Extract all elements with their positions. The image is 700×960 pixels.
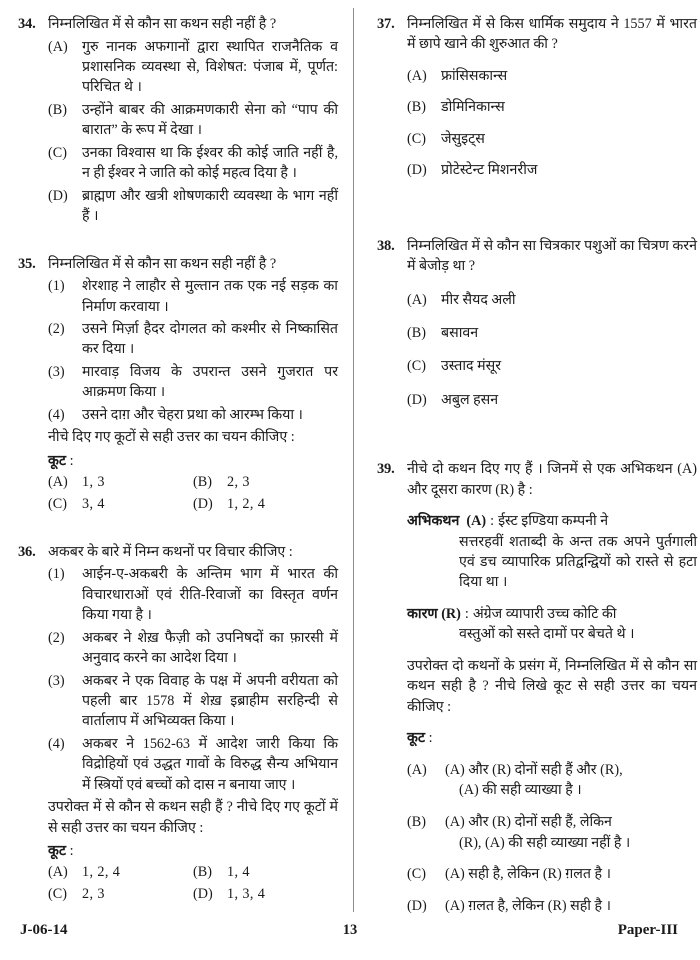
option-34-b-text: उन्होंने बाबर की आक्रमणकारी सेना को “पाप की बारात” के रूप में देखा । <box>82 101 338 139</box>
statement-35-4 <box>48 405 338 425</box>
code-36-c[interactable] <box>48 885 193 905</box>
statement-35-2-text: उसने मिर्ज़ा हैदर दोगलत को कश्मीर से निष्कासित कर दिया । <box>82 320 338 358</box>
assertion-key-tag: (A) <box>466 513 487 530</box>
option-39-b-body <box>445 812 697 853</box>
option-37-b[interactable] <box>407 97 697 117</box>
question-34-options <box>48 37 338 227</box>
option-39-c[interactable] <box>407 864 697 885</box>
option-34-b-label: (B) <box>48 101 67 118</box>
statement-36-1-text: आईन-ए-अकबरी के अन्तिम भाग में भारत की विचारधाराओं एवं रीति-रिवाजों का विस्तृत वर्णन किया गया है । <box>82 566 338 624</box>
footer-page-number: 13 <box>342 922 358 938</box>
reason-rest: वस्तुओं को सस्ते दामों पर बेचते थे । <box>459 626 635 643</box>
question-35-stem: निम्नलिखित में से कौन सा कथन सही नहीं है ? <box>48 255 277 272</box>
code-35-d[interactable] <box>193 495 265 515</box>
question-35-code-row-2 <box>48 495 338 515</box>
reason-key-word: कारण <box>407 605 438 622</box>
option-37-d-text: प्रोटेस्टेन्ट मिशनरीज <box>441 162 538 179</box>
code-35-b-label: (B) <box>193 474 212 491</box>
question-36-code-word: कूट <box>48 843 67 860</box>
option-38-d-label: (D) <box>407 391 427 408</box>
code-36-a-label: (A) <box>48 864 68 881</box>
option-39-a-label: (A) <box>407 761 427 778</box>
statement-35-3-text: मारवाड़ विजय के उपरान्त उसने गुजरात पर आक्रमण किया । <box>82 363 338 401</box>
statement-36-2 <box>48 628 338 669</box>
code-35-d-value: 1, 2, 4 <box>227 495 266 512</box>
code-36-a-value: 1, 2, 4 <box>82 864 121 881</box>
assertion-line1: ईस्ट इण्डिया कम्पनी ने <box>498 513 609 530</box>
code-35-c[interactable] <box>48 495 193 515</box>
option-39-d-label: (D) <box>407 898 427 915</box>
option-38-b-text: बसावन <box>441 324 479 341</box>
option-39-d-body <box>445 896 697 917</box>
question-39-code-heading <box>407 728 697 748</box>
option-38-b-label: (B) <box>407 324 426 341</box>
statement-36-2-label: (2) <box>48 629 65 646</box>
question-39-assertion-line <box>407 511 697 531</box>
question-38-header <box>377 236 697 277</box>
column-divider <box>353 8 354 912</box>
question-36-stem: अकबर के बारे में निम्न कथनों पर विचार कीजिए : <box>48 543 293 560</box>
question-35-instruction: नीचे दिए गए कूटों से सही उत्तर का चयन कीजिए : <box>48 429 295 446</box>
option-37-c[interactable] <box>407 129 697 149</box>
option-34-d-label: (D) <box>48 187 68 204</box>
code-35-c-label: (C) <box>48 495 67 512</box>
reason-line1: अंग्रेज व्यापारी उच्च कोटि की <box>472 605 617 622</box>
code-36-b-label: (B) <box>193 864 212 881</box>
option-38-a[interactable] <box>407 290 697 310</box>
question-39-options <box>407 760 697 917</box>
statement-36-3-label: (3) <box>48 672 65 689</box>
code-36-b-value: 1, 4 <box>227 864 250 881</box>
question-36-codes <box>48 863 338 905</box>
code-36-a[interactable] <box>48 863 193 883</box>
question-37-number: 37. <box>377 16 395 32</box>
question-37 <box>377 14 697 181</box>
question-39-assertion-block <box>407 511 697 593</box>
reason-key <box>407 604 465 624</box>
option-39-b[interactable] <box>407 812 697 853</box>
code-36-c-label: (C) <box>48 886 67 903</box>
question-35-code-heading <box>48 451 338 471</box>
option-37-c-text: जेसुइट्स <box>441 130 485 147</box>
statement-35-4-label: (4) <box>48 406 65 423</box>
option-37-b-label: (B) <box>407 99 426 116</box>
code-36-d-value: 1, 3, 4 <box>227 886 266 903</box>
question-37-header <box>377 14 697 55</box>
option-37-a[interactable] <box>407 66 697 86</box>
assertion-key-word: अभिकथन <box>407 513 460 530</box>
question-39-code-word: कूट <box>407 730 426 747</box>
statement-36-2-text: अकबर ने शेख़ फैज़ी को उपनिषदों का फ़ारसी में अनुवाद करने का आदेश दिया । <box>82 629 338 667</box>
question-35-code-row-1 <box>48 473 338 493</box>
question-35-code-colon: : <box>66 452 74 469</box>
option-39-b-line1: (A) और (R) दोनों सही हैं, लेकिन <box>445 813 612 830</box>
question-36-instruction: उपरोक्त में से कौन से कथन सही हैं ? नीचे दिए गए कूटों में से सही उत्तर का चयन कीजिए : <box>48 799 338 836</box>
question-39-instruction: उपरोक्त दो कथनों के प्रसंग में, निम्नलिखित में से कौन सा कथन सही है ? नीचे लिखे कूट से सही उत्तर का चयन कीजिए : <box>407 657 697 715</box>
statement-35-2-label: (2) <box>48 320 65 337</box>
option-38-a-label: (A) <box>407 291 427 308</box>
statement-35-1-text: शेरशाह ने लाहौर से मुल्तान तक एक नई सड़क का निर्माण करवाया । <box>82 278 338 315</box>
code-36-d[interactable] <box>193 885 265 905</box>
question-39 <box>377 459 697 917</box>
statement-36-4-label: (4) <box>48 735 65 752</box>
statement-36-3 <box>48 671 338 732</box>
option-39-b-line2: (R), (A) की सही व्याख्या नहीं है । <box>459 834 631 851</box>
question-36-code-row-1 <box>48 863 338 883</box>
code-35-a-label: (A) <box>48 474 68 491</box>
code-35-b-value: 2, 3 <box>227 474 250 491</box>
option-38-c[interactable] <box>407 356 697 376</box>
question-34-stem: निम्नलिखित में से कौन सा कथन सही नहीं है ? <box>48 16 277 32</box>
option-34-c-label: (C) <box>48 144 67 161</box>
option-37-a-text: फ्रांसिसकान्स <box>441 67 508 84</box>
option-37-d-label: (D) <box>407 162 427 179</box>
question-34-number: 34. <box>18 16 36 32</box>
option-39-a[interactable] <box>407 760 697 801</box>
statement-36-1 <box>48 564 338 625</box>
question-34 <box>18 14 338 227</box>
statement-35-3-label: (3) <box>48 363 65 380</box>
statement-36-3-text: अकबर ने एक विवाह के पक्ष में अपनी वरीयता को पहली बार 1578 में शेख़ इब्राहीम सरहिन्दी से वार्तालाप में अभिव्यक्त किया । <box>82 672 338 730</box>
question-39-reason-line <box>407 604 697 624</box>
option-34-a[interactable] <box>48 37 338 98</box>
question-39-code-colon: : <box>425 730 433 747</box>
code-35-b[interactable] <box>193 473 250 493</box>
left-column <box>18 14 338 920</box>
statement-35-4-text: उसने दाग़ और चेहरा प्रथा को आरम्भ किया । <box>82 406 303 423</box>
reason-key-tag: (R) <box>441 605 461 622</box>
code-35-c-value: 3, 4 <box>82 495 105 512</box>
statement-35-1-label: (1) <box>48 278 65 295</box>
assertion-key <box>407 511 490 531</box>
option-38-a-text: मीर सैयद अली <box>441 291 516 308</box>
statement-35-2 <box>48 319 338 360</box>
right-column <box>377 14 697 932</box>
option-34-a-text: गुरु नानक अफगानों द्वारा स्थापित राजनैतिक व प्रशासनिक व्यवस्था से, विशेषत: पंजाब में, पूर्णत: परिचित थे । <box>82 38 338 96</box>
code-36-c-value: 2, 3 <box>82 886 105 903</box>
statement-35-3 <box>48 362 338 403</box>
reason-separator: : <box>464 605 469 622</box>
assertion-separator: : <box>490 513 495 530</box>
statement-36-4 <box>48 734 338 795</box>
statement-35-1 <box>48 276 338 317</box>
option-39-c-body <box>445 864 697 885</box>
question-36-statements <box>48 564 338 795</box>
code-36-d-label: (D) <box>193 886 213 903</box>
statement-36-1-label: (1) <box>48 566 65 583</box>
option-37-c-label: (C) <box>407 130 426 147</box>
question-35-code-word: कूट <box>48 452 67 469</box>
question-37-options <box>407 66 697 181</box>
option-34-d[interactable] <box>48 186 338 227</box>
question-36-code-row-2 <box>48 885 338 905</box>
option-39-a-body <box>445 760 697 801</box>
option-39-d-line1: (A) ग़लत है, लेकिन (R) सही है । <box>445 898 611 915</box>
assertion-rest: सत्तरहवीं शताब्दी के अन्त तक अपने पुर्तगाली एवं डच व्यापारिक प्रतिद्वन्द्वियों को रास्ते से हटा दिया था । <box>459 533 697 591</box>
option-34-c[interactable] <box>48 143 338 184</box>
option-39-c-line1: (A) सही है, लेकिन (R) ग़लत है । <box>445 866 611 883</box>
question-39-stem: नीचे दो कथन दिए गए हैं । जिनमें से एक अभिकथन (A) और दूसरा कारण (R) है : <box>407 461 697 498</box>
code-35-d-label: (D) <box>193 495 213 512</box>
question-38-number: 38. <box>377 237 395 254</box>
question-38-stem: निम्नलिखित में से कौन सा चित्रकार पशुओं का चित्रण करने में बेजोड़ था ? <box>407 237 697 275</box>
option-38-c-text: उस्ताद मंसूर <box>441 358 502 375</box>
question-37-stem: निम्नलिखित में से किस धार्मिक समुदाय ने 1557 में भारत में छापे खाने की शुरुआत की ? <box>407 16 697 53</box>
question-36 <box>18 542 338 905</box>
question-35-codes <box>48 473 338 515</box>
code-35-a[interactable] <box>48 473 193 493</box>
code-36-b[interactable] <box>193 863 250 883</box>
option-34-b[interactable] <box>48 100 338 141</box>
option-37-a-label: (A) <box>407 67 427 84</box>
question-36-code-colon: : <box>66 843 74 860</box>
footer-paper-label: Paper-III <box>617 922 678 938</box>
option-37-b-text: डोमिनिकान्स <box>441 99 505 116</box>
option-34-a-label: (A) <box>48 38 68 55</box>
question-36-number: 36. <box>18 543 36 560</box>
option-39-c-label: (C) <box>407 866 426 883</box>
option-39-a-line1: (A) और (R) दोनों सही हैं और (R), <box>445 761 623 778</box>
option-38-d[interactable] <box>407 390 697 410</box>
statement-36-4-text: अकबर ने 1562-63 में आदेश जारी किया कि विद्रोहियों एवं उद्धत गावों के विरुद्ध सैन्य अभियान में स्त्रियों एवं बच्चों को दास न बनाया जाए । <box>82 735 338 793</box>
option-39-d[interactable] <box>407 896 697 917</box>
question-35-statements <box>48 276 338 425</box>
option-38-c-label: (C) <box>407 358 426 375</box>
footer-booklet-code: J-06-14 <box>20 922 68 938</box>
question-34-header <box>18 14 338 35</box>
question-35-number: 35. <box>18 255 36 272</box>
option-39-b-label: (B) <box>407 813 426 830</box>
question-38 <box>377 236 697 411</box>
question-39-reason-block <box>407 604 697 645</box>
option-34-d-text: ब्राह्मण और खत्री शोषणकारी व्यवस्था के भाग नहीं हैं । <box>82 187 338 225</box>
option-38-d-text: अबुल हसन <box>441 391 499 408</box>
code-35-a-value: 1, 3 <box>82 474 105 491</box>
question-36-code-heading <box>48 841 338 861</box>
question-39-number: 39. <box>377 461 395 478</box>
option-39-a-line2: (A) की सही व्याख्या है । <box>459 782 582 799</box>
question-38-options <box>407 290 697 411</box>
question-39-header <box>377 459 697 500</box>
option-37-d[interactable] <box>407 160 697 180</box>
option-38-b[interactable] <box>407 323 697 343</box>
question-36-header <box>18 542 338 563</box>
question-35 <box>18 254 338 515</box>
page-footer <box>0 922 700 942</box>
question-35-header <box>18 254 338 275</box>
option-34-c-text: उनका विश्वास था कि ईश्वर की कोई जाति नहीं है, न ही ईश्वर ने जाति को कोई महत्व दिया है । <box>82 144 338 182</box>
